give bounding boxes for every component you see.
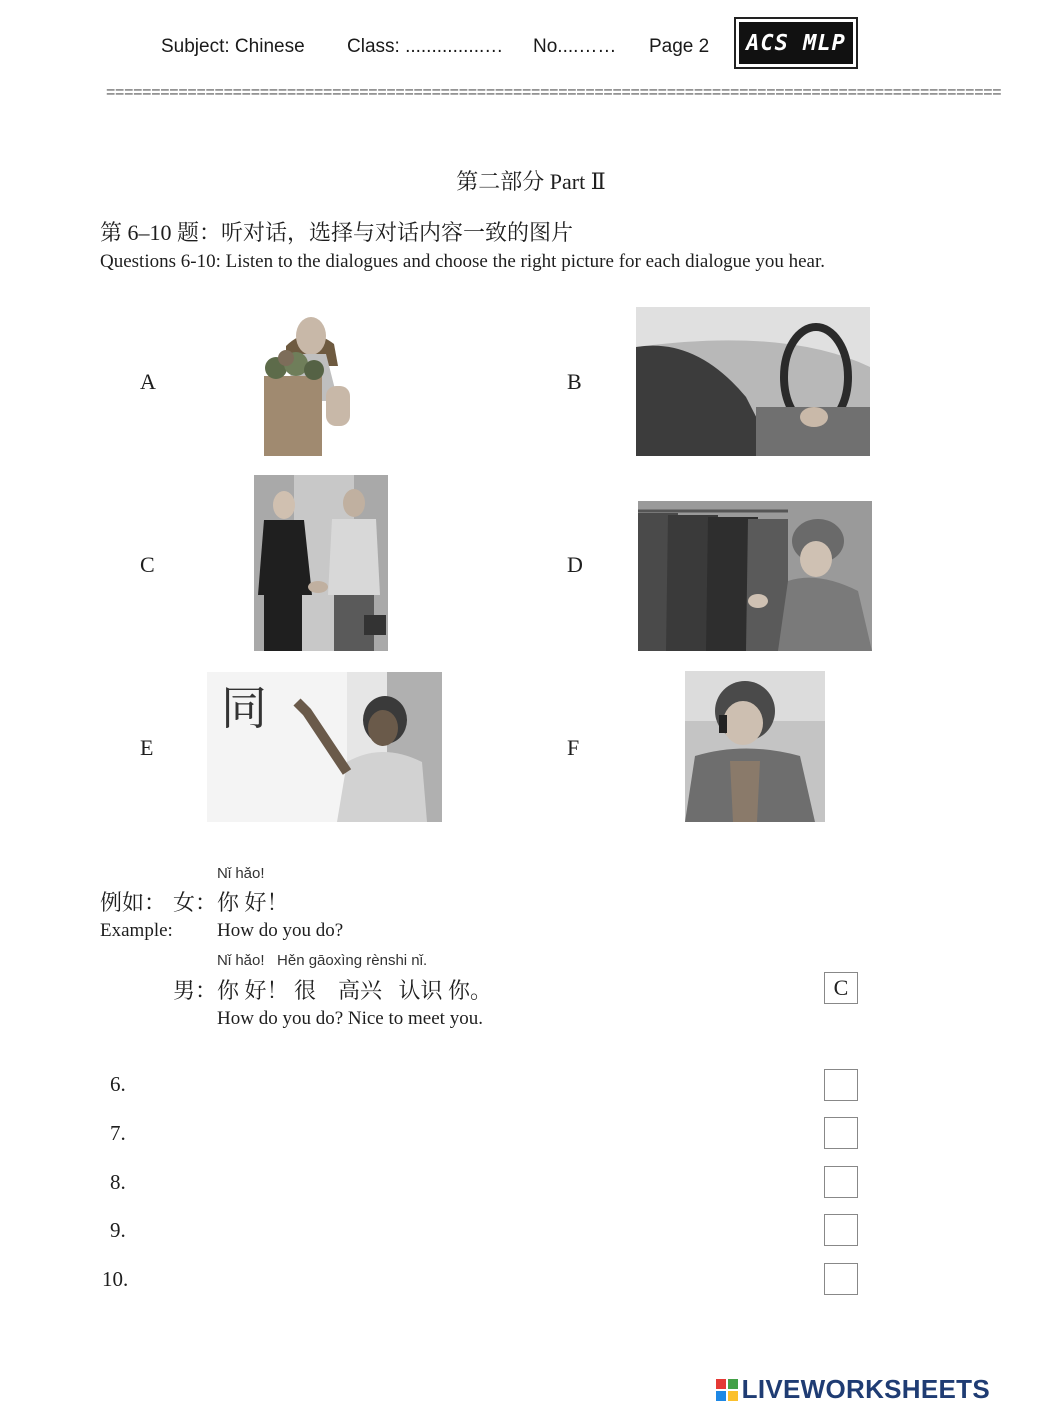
example-label-chinese: 例如： <box>100 890 167 915</box>
shopping-for-clothes-photo <box>638 501 872 651</box>
header-divider: =================================================================================================== <box>106 84 1002 101</box>
svg-text:同: 同 <box>221 681 267 735</box>
example-woman-pinyin: Nǐ hǎo! <box>217 865 265 882</box>
example-man-pinyin: Nǐ hǎo! Hěn gāoxìng rènshi nǐ. <box>217 952 428 969</box>
number-field: No....…… <box>533 36 617 57</box>
answer-box-6[interactable] <box>824 1069 858 1101</box>
instruction-english: Questions 6-10: Listen to the dialogues and choose the right picture for each dialogue you hear. <box>100 251 825 272</box>
liveworksheets-watermark <box>716 1374 990 1405</box>
class-field: Class: ...............… <box>347 36 504 57</box>
subject-label: Subject: Chinese <box>161 36 305 57</box>
liveworksheets-text: LIVEWORKSHEETS <box>741 1374 990 1404</box>
answer-box-9[interactable] <box>824 1214 858 1246</box>
page-number: Page 2 <box>649 36 710 57</box>
example-man-speaker: 男： <box>173 978 218 1003</box>
question-number-10: 10. <box>102 1267 129 1291</box>
option-letter-e: E <box>140 735 154 760</box>
handshake-photo <box>254 475 388 651</box>
example-answer-box: C <box>824 972 858 1004</box>
question-number-9: 9. <box>110 1218 126 1242</box>
question-number-7: 7. <box>110 1121 126 1145</box>
option-letter-a: A <box>140 369 156 394</box>
answer-box-7[interactable] <box>824 1117 858 1149</box>
instruction-chinese: 第 6–10 题：听对话，选择与对话内容一致的图片 <box>100 220 574 245</box>
option-letter-c: C <box>140 552 155 577</box>
example-woman-speaker: 女： <box>173 890 218 915</box>
example-woman-english: How do you do? <box>217 920 344 941</box>
section-title: 第二部分 Part Ⅱ <box>456 169 606 194</box>
writing-on-board-photo <box>207 672 442 822</box>
example-woman-chinese: 你 好！ <box>217 890 289 915</box>
liveworksheets-logo-icon <box>716 1379 738 1401</box>
option-letter-b: B <box>567 369 582 394</box>
answer-box-10[interactable] <box>824 1263 858 1295</box>
school-logo <box>734 17 858 69</box>
option-letter-d: D <box>567 552 583 577</box>
option-letter-f: F <box>567 735 580 760</box>
question-number-8: 8. <box>110 1170 126 1194</box>
school-logo-text: ACS MLP <box>739 22 853 64</box>
woman-on-phone-photo <box>685 671 825 822</box>
example-man-english: How do you do? Nice to meet you. <box>217 1008 483 1029</box>
example-man-chinese: 你 好！ 很 高兴 认识 你。 <box>217 978 493 1003</box>
example-label-english: Example: <box>100 920 173 941</box>
question-number-6: 6. <box>110 1072 126 1096</box>
man-driving-car-photo <box>636 307 870 456</box>
answer-box-8[interactable] <box>824 1166 858 1198</box>
woman-with-groceries-photo <box>256 306 366 456</box>
